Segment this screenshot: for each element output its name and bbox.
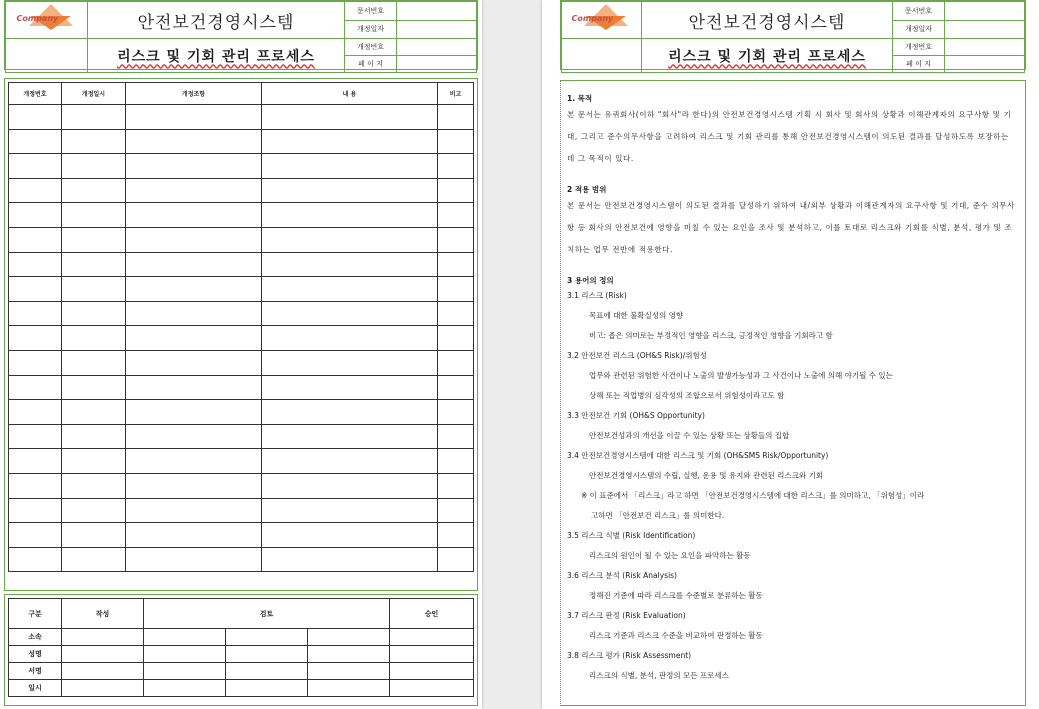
term-definition: 상해 또는 직업병의 심각성의 조합으로서 위험성이라고도 함 <box>589 391 785 400</box>
revision-cell <box>9 129 62 154</box>
revision-cell <box>126 498 262 523</box>
term-note-cont: 고하면 「안전보건 리스크」를 의미한다. <box>591 511 725 520</box>
section-3-title: 3 용어의 정의 <box>567 276 614 285</box>
revision-cell <box>438 523 474 548</box>
col-division: 구분 <box>9 599 62 629</box>
term-definition: 리스크 기준과 리스크 수준을 비교하여 판정하는 활동 <box>589 631 763 640</box>
row-date: 일시 <box>9 680 62 697</box>
revision-cell <box>9 473 62 498</box>
revision-row <box>9 105 474 130</box>
process-title: 리스크 및 기회 관리 프로세스 <box>88 39 345 73</box>
revision-cell <box>62 375 126 400</box>
term-note: ※ 이 표준에서 「리스크」라고 하면 「안전보건경영시스템에 대한 리스크」를 의미하고, 「위험성」이라 <box>581 491 925 500</box>
revision-cell <box>62 129 126 154</box>
revision-cell <box>9 227 62 252</box>
term-definition: 안전보건성과의 개선을 이끌 수 있는 상황 또는 상황들의 집합 <box>589 431 790 440</box>
revision-cell <box>62 350 126 375</box>
term-title: 3.3 안전보건 기회 (OH&S Opportunity) <box>567 411 705 420</box>
process-title-right: 리스크 및 기회 관리 프로세스 <box>642 39 893 73</box>
revision-cell <box>126 154 262 179</box>
revision-cell <box>62 523 126 548</box>
rev-date-label: 개정일자 <box>345 20 397 39</box>
revision-cell <box>438 350 474 375</box>
revision-cell <box>438 227 474 252</box>
revision-row <box>9 375 474 400</box>
section-2-body: 본 문서는 안전보건경영시스템이 의도된 결과를 달성하기 위하여 내/외부 상황과 이해관계자의 요구사항 및 기대, 준수 의무사항 등 회사의 안전보건에 영향을 미칠 수 있는 요인을 조사 및 분석하고, 이를 토대로 리스크와 기회를 식별, 분석, 평가 및 조치하는 업무 전반에 적용한다. <box>567 201 1015 254</box>
revision-cell <box>126 252 262 277</box>
revision-cell <box>62 277 126 302</box>
revision-cell <box>9 252 62 277</box>
revision-cell <box>126 178 262 203</box>
approval-box <box>4 594 478 706</box>
revision-table <box>8 82 474 572</box>
term-title: 3.6 리스크 분석 (Risk Analysis) <box>567 571 677 580</box>
revision-cell <box>262 301 438 326</box>
revision-cell <box>126 227 262 252</box>
revision-cell <box>126 129 262 154</box>
term-title: 3.1 리스크 (Risk) <box>567 291 627 300</box>
revision-cell <box>9 277 62 302</box>
section-1-body: 본 문서는 유퀴회사(이하 "회사"라 한다)의 안전보건경영시스템 기획 시 회사 및 회사의 상황과 이해관계자의 요구사항 및 기대, 그리고 준수의무사항을 고려하여 리스크 및 기회 관리를 통해 안전보건경영시스템이 의도된 결과를 달성하도록 보장하는 데 그 목적이 있다. <box>567 110 1012 163</box>
revision-cell <box>262 547 438 572</box>
company-logo: Company <box>17 2 77 38</box>
company-logo-right: Company <box>572 2 632 38</box>
logo-cell <box>6 2 88 39</box>
revision-row <box>9 449 474 474</box>
revision-cell <box>9 203 62 228</box>
col-approve: 승인 <box>390 599 474 629</box>
revision-cell <box>126 326 262 351</box>
revision-cell <box>9 400 62 425</box>
revision-cell <box>126 424 262 449</box>
revision-cell <box>9 424 62 449</box>
rev-date-value-right <box>945 20 1025 39</box>
revision-cell <box>438 178 474 203</box>
document-header <box>4 0 478 70</box>
revision-cell <box>262 227 438 252</box>
revision-cell <box>262 498 438 523</box>
row-sign: 서명 <box>9 663 62 680</box>
rev-number-label: 개정번호 <box>345 39 397 56</box>
revision-row <box>9 301 474 326</box>
revision-cell <box>9 498 62 523</box>
revision-cell <box>126 350 262 375</box>
revision-cell <box>62 449 126 474</box>
revision-cell <box>262 400 438 425</box>
term-definition: 안전보건경영시스템의 수립, 실행, 운용 및 유지와 관련된 리스크와 기회 <box>589 471 823 480</box>
revision-cell <box>9 449 62 474</box>
revision-row <box>9 129 474 154</box>
rev-date-value <box>397 20 477 39</box>
col-remark: 비고 <box>438 83 474 105</box>
revision-cell <box>262 178 438 203</box>
revision-cell <box>262 129 438 154</box>
logo-spacer <box>6 39 88 73</box>
revision-cell <box>438 400 474 425</box>
revision-row <box>9 523 474 548</box>
section-1-title: 1. 목적 <box>567 94 593 103</box>
revision-cell <box>9 105 62 130</box>
revision-cell <box>262 424 438 449</box>
revision-cell <box>62 203 126 228</box>
term-title: 3.4 안전보건경영시스템에 대한 리스크 및 기회 (OH&SMS Risk/Opportunity) <box>567 451 829 460</box>
term-title: 3.5 리스크 식별 (Risk Identification) <box>567 531 696 540</box>
page-label-right: 페 이 지 <box>893 56 945 73</box>
revision-cell <box>62 252 126 277</box>
revision-row <box>9 178 474 203</box>
row-dept: 소속 <box>9 629 62 646</box>
term-title: 3.7 리스크 판정 (Risk Evaluation) <box>567 611 686 620</box>
term-definition: 업무와 관련된 위험한 사건이나 노출의 발생가능성과 그 사건이나 노출에 의해 야기될 수 있는 <box>589 371 893 380</box>
revision-cell <box>126 449 262 474</box>
revision-cell <box>126 473 262 498</box>
doc-number-value <box>397 2 477 21</box>
revision-cell <box>262 523 438 548</box>
col-author: 작성 <box>62 599 144 629</box>
revision-cell <box>126 547 262 572</box>
revision-cell <box>438 375 474 400</box>
revision-cell <box>262 473 438 498</box>
col-content: 내 용 <box>262 83 438 105</box>
revision-cell <box>9 350 62 375</box>
revision-cell <box>62 498 126 523</box>
rev-date-label-right: 개정일자 <box>893 20 945 39</box>
revision-cell <box>62 473 126 498</box>
revision-cell <box>62 227 126 252</box>
page-value <box>397 56 477 73</box>
revision-cell <box>62 424 126 449</box>
page-label: 페 이 지 <box>345 56 397 73</box>
revision-cell <box>9 178 62 203</box>
revision-cell <box>62 105 126 130</box>
revision-row <box>9 154 474 179</box>
col-rev-no: 개정번호 <box>9 83 62 105</box>
revision-row <box>9 252 474 277</box>
terms-list <box>567 286 1019 686</box>
logo-spacer-right <box>562 39 642 73</box>
revision-cell <box>126 203 262 228</box>
revision-row <box>9 547 474 572</box>
revision-cell <box>126 400 262 425</box>
revision-cell <box>62 400 126 425</box>
document-header-right <box>560 0 1026 70</box>
revision-cell <box>9 547 62 572</box>
revision-cell <box>262 375 438 400</box>
revision-cell <box>262 154 438 179</box>
col-rev-clause: 개정조항 <box>126 83 262 105</box>
revision-cell <box>262 277 438 302</box>
revision-cell <box>262 326 438 351</box>
term-definition: 리스크의 원인이 될 수 있는 요인을 파악하는 활동 <box>589 551 751 560</box>
revision-cell <box>262 252 438 277</box>
revision-cell <box>62 547 126 572</box>
approval-table <box>8 598 474 697</box>
revision-cell <box>438 449 474 474</box>
revision-row <box>9 203 474 228</box>
revision-cell <box>438 424 474 449</box>
revision-cell <box>126 523 262 548</box>
col-review: 검토 <box>144 599 390 629</box>
col-rev-date: 개정일시 <box>62 83 126 105</box>
rev-number-value-right <box>945 39 1025 56</box>
revision-cell <box>262 105 438 130</box>
revision-cell <box>262 203 438 228</box>
revision-cell <box>438 498 474 523</box>
row-name: 성명 <box>9 646 62 663</box>
term-definition: 리스크의 식별, 분석, 판정의 모든 프로세스 <box>589 671 729 680</box>
term-title: 3.2 안전보건 리스크 (OH&S Risk)/위험성 <box>567 351 707 360</box>
doc-number-label: 문서번호 <box>345 2 397 21</box>
revision-cell <box>438 154 474 179</box>
revision-cell <box>62 301 126 326</box>
revision-cell <box>438 252 474 277</box>
revision-cell <box>126 105 262 130</box>
revision-row <box>9 498 474 523</box>
system-title: 안전보건경영시스템 <box>88 2 345 39</box>
revision-cell <box>9 523 62 548</box>
revision-cell <box>9 154 62 179</box>
revision-row <box>9 227 474 252</box>
revision-cell <box>438 473 474 498</box>
revision-cell <box>438 301 474 326</box>
doc-number-label-right: 문서번호 <box>893 2 945 21</box>
revision-cell <box>438 129 474 154</box>
page-value-right <box>945 56 1025 73</box>
revision-cell <box>9 326 62 351</box>
revision-cell <box>438 203 474 228</box>
revision-cell <box>262 350 438 375</box>
system-title-right: 안전보건경영시스템 <box>642 2 893 39</box>
revision-cell <box>126 277 262 302</box>
revision-row <box>9 424 474 449</box>
revision-cell <box>438 547 474 572</box>
doc-number-value-right <box>945 2 1025 21</box>
rev-number-label-right: 개정번호 <box>893 39 945 56</box>
revision-cell <box>62 326 126 351</box>
revision-row <box>9 277 474 302</box>
page-right <box>542 0 1039 709</box>
revision-cell <box>438 326 474 351</box>
revision-cell <box>438 277 474 302</box>
revision-cell <box>438 105 474 130</box>
revision-cell <box>126 375 262 400</box>
revision-cell <box>9 375 62 400</box>
page-left <box>0 0 482 709</box>
revision-row <box>9 400 474 425</box>
term-definition: 정해진 기준에 따라 리스크를 수준별로 분류하는 활동 <box>589 591 763 600</box>
revision-cell <box>262 449 438 474</box>
logo-cell-right <box>562 2 642 39</box>
revision-row <box>9 473 474 498</box>
revision-cell <box>62 154 126 179</box>
revision-row <box>9 326 474 351</box>
revision-cell <box>9 301 62 326</box>
rev-number-value <box>397 39 477 56</box>
term-definition: 비고: 좁은 의미로는 부정적인 영향을 리스크, 긍정적인 영향을 기회라고 함 <box>589 331 833 340</box>
revision-history-box <box>4 78 478 591</box>
document-body <box>560 80 1026 706</box>
revision-row <box>9 350 474 375</box>
term-title: 3.8 리스크 평가 (Risk Assessment) <box>567 651 692 660</box>
revision-cell <box>126 301 262 326</box>
section-2-title: 2 적용 범위 <box>567 185 607 194</box>
revision-cell <box>62 178 126 203</box>
term-definition: 목표에 대한 불확실성의 영향 <box>589 311 684 320</box>
